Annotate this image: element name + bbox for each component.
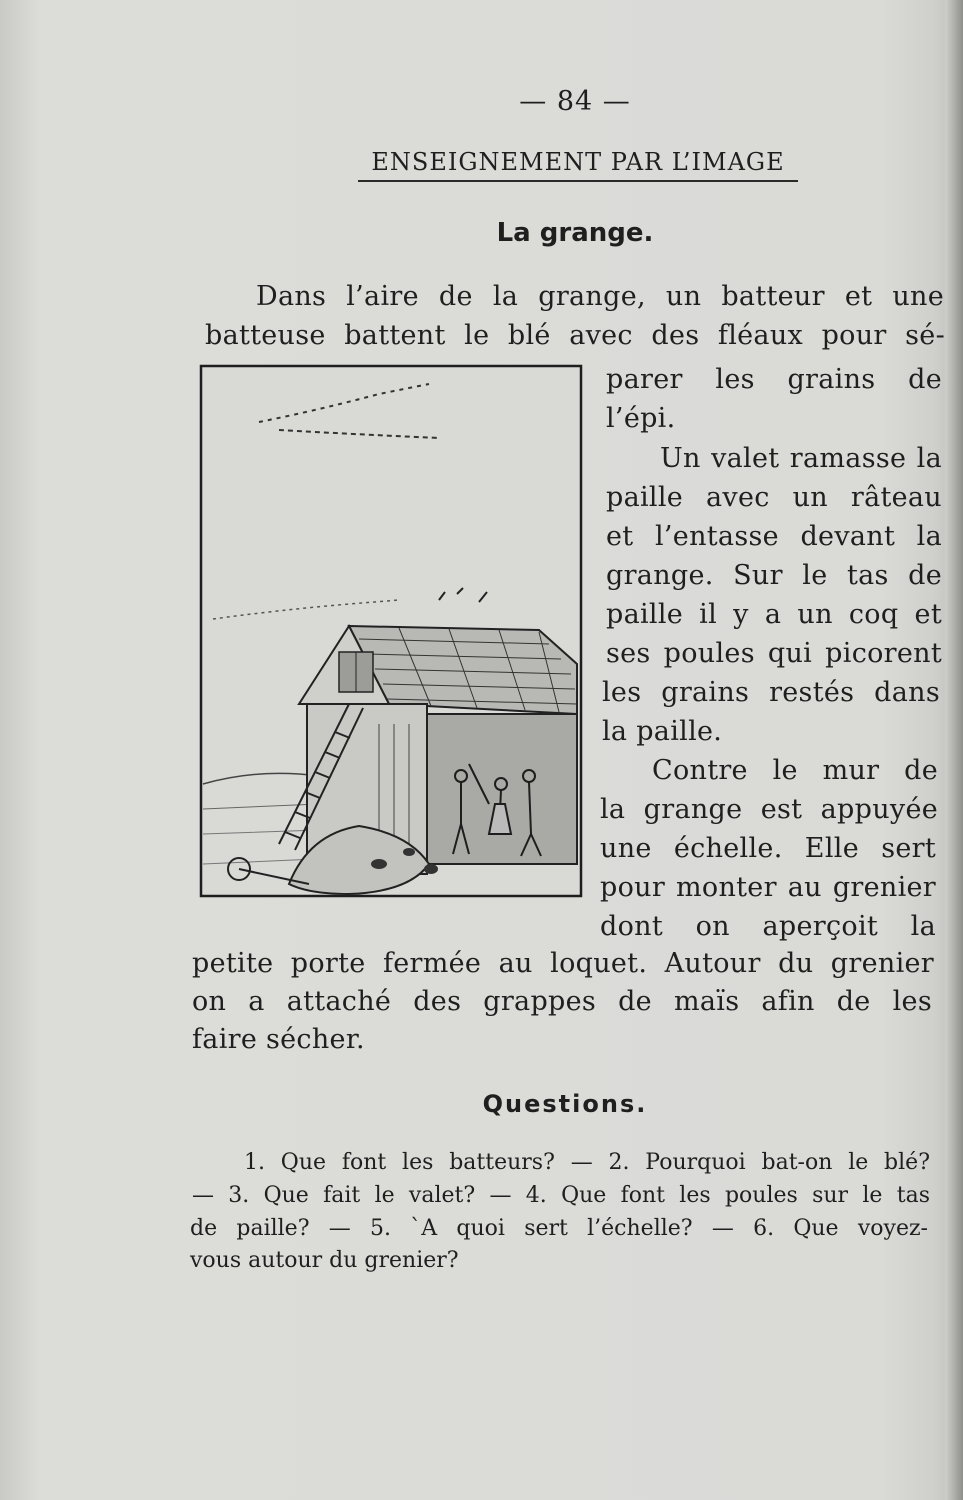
section-title: ENSEIGNEMENT PAR L’IMAGE [358, 148, 798, 182]
lesson-title: La grange. [496, 218, 654, 248]
text-line: dont on aperçoit la [600, 911, 936, 942]
text-line: faire sécher. [192, 1024, 365, 1055]
text-line: la paille. [602, 716, 723, 747]
text-line: les grains restés dans [602, 677, 940, 708]
page-number: — 84 — [519, 86, 631, 117]
text-line: paille avec un râteau [606, 482, 942, 513]
text-line: une échelle. Elle sert [600, 833, 936, 864]
text-line: grange. Sur le tas de [606, 560, 942, 591]
question-line: 1. Que font les batteurs? — 2. Pourquoi bat-on le blé? [244, 1150, 930, 1175]
text-line: petite porte fermée au loquet. Autour du grenier [192, 948, 934, 979]
text-line: Un valet ramasse la [660, 443, 942, 474]
book-spine-shadow [945, 0, 963, 1500]
text-line: Contre le mur de [652, 755, 938, 786]
text-line: la grange est appuyée [600, 794, 938, 825]
question-line: vous autour du grenier? [190, 1248, 459, 1273]
text-line: on a attaché des grappes de maïs afin de les [192, 986, 932, 1017]
text-line: ses poules qui picorent [606, 638, 942, 669]
barn-illustration [199, 364, 583, 910]
text-line: pour monter au grenier [600, 872, 936, 903]
text-line: parer les grains de [606, 364, 942, 395]
text-line: paille il y a un coq et [606, 599, 942, 630]
text-line: batteuse battent le blé avec des fléaux pour sé- [205, 320, 945, 351]
text-line: Dans l’aire de la grange, un batteur et une [256, 281, 944, 312]
questions-title: Questions. [482, 1090, 648, 1118]
question-line: de paille? — 5. `A quoi sert l’échelle? — 6. Que voyez- [190, 1216, 928, 1241]
text-line: l’épi. [606, 403, 676, 434]
text-line: et l’entasse devant la [606, 521, 942, 552]
question-line: — 3. Que fait le valet? — 4. Que font les poules sur le tas [192, 1183, 930, 1208]
